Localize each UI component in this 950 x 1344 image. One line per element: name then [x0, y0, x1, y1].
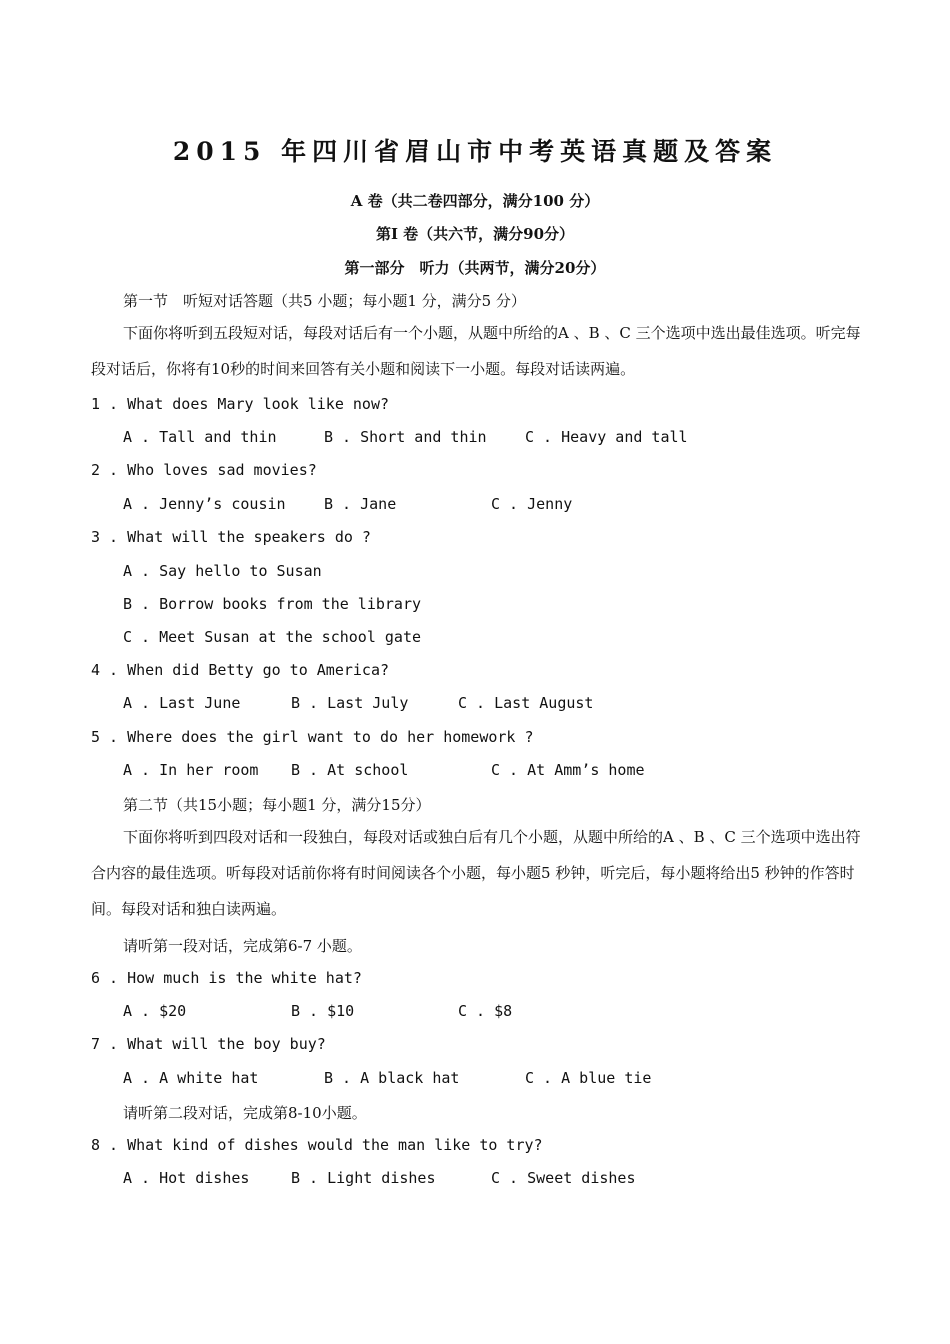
question-6-option-c: C . $8	[458, 1002, 513, 1020]
question-1-option-c: C . Heavy and tall	[525, 428, 688, 446]
section1-instructions	[91, 315, 863, 387]
question-6-option-b: B . $10	[291, 1002, 355, 1020]
dialog1-instruction: 请听第一段对话，完成第6-7 小题。	[123, 937, 362, 955]
paper-heading: A 卷（共二卷四部分，满分100 分）	[350, 192, 600, 210]
question-3: 3 . What will the speakers do ?	[91, 528, 371, 546]
section1-instructions-text: 下面你将听到五段短对话，每段对话后有一个小题，从题中所给的A 、B 、C 三个选项中选出最佳选项。听完每段对话后，你将有10秒的时间来回答有关小题和阅读下一小题。每段对话读两遍。	[91, 324, 861, 378]
question-6-option-a: A . $20	[123, 1002, 187, 1020]
question-8-option-b: B . Light dishes	[291, 1169, 436, 1187]
part-heading: 第一部分 听力（共两节，满分20分）	[344, 259, 606, 277]
volume-heading: 第I 卷（共六节，满分90分）	[375, 225, 575, 243]
question-2-option-b: B . Jane	[324, 495, 397, 513]
question-4-option-b: B . Last July	[291, 694, 409, 712]
question-3-option-c: C . Meet Susan at the school gate	[123, 628, 422, 646]
question-3-option-a: A . Say hello to Susan	[123, 562, 322, 580]
question-7: 7 . What will the boy buy?	[91, 1035, 326, 1053]
question-2: 2 . Who loves sad movies?	[91, 461, 317, 479]
dialog2-instruction: 请听第二段对话，完成第8-10小题。	[123, 1104, 367, 1122]
question-4-option-c: C . Last August	[458, 694, 594, 712]
question-4: 4 . When did Betty go to America?	[91, 661, 390, 679]
question-8-option-c: C . Sweet dishes	[491, 1169, 636, 1187]
section2-instructions	[91, 819, 863, 927]
question-4-option-a: A . Last June	[123, 694, 241, 712]
question-1-option-b: B . Short and thin	[324, 428, 487, 446]
section2-heading: 第二节（共15小题；每小题1 分，满分15分）	[123, 796, 431, 814]
page-title: 2015 年四川省眉山市中考英语真题及答案	[172, 137, 778, 166]
question-1: 1 . What does Mary look like now?	[91, 395, 390, 413]
question-7-option-b: B . A black hat	[324, 1069, 460, 1087]
question-2-option-a: A . Jenny’s cousin	[123, 495, 286, 513]
question-7-option-c: C . A blue tie	[525, 1069, 652, 1087]
question-5-option-a: A . In her room	[123, 761, 259, 779]
question-1-option-a: A . Tall and thin	[123, 428, 277, 446]
question-8-option-a: A . Hot dishes	[123, 1169, 250, 1187]
question-7-option-a: A . A white hat	[123, 1069, 259, 1087]
section2-instructions-text: 下面你将听到四段对话和一段独白，每段对话或独白后有几个小题，从题中所给的A 、B 、C 三个选项中选出符合内容的最佳选项。听每段对话前你将有时间阅读各个小题，每小题5 秒钟，听完后，每小题将给出5 秒钟的作答时间。每段对话和独白读两遍。	[91, 828, 861, 918]
question-8: 8 . What kind of dishes would the man like to try?	[91, 1136, 543, 1154]
question-3-option-b: B . Borrow books from the library	[123, 595, 422, 613]
question-2-option-c: C . Jenny	[491, 495, 573, 513]
question-5-option-c: C . At Amm’s home	[491, 761, 645, 779]
question-5-option-b: B . At school	[291, 761, 409, 779]
section1-heading: 第一节 听短对话答题（共5 小题；每小题1 分，满分5 分）	[123, 292, 526, 310]
question-6: 6 . How much is the white hat?	[91, 969, 362, 987]
question-5: 5 . Where does the girl want to do her homework ?	[91, 728, 534, 746]
